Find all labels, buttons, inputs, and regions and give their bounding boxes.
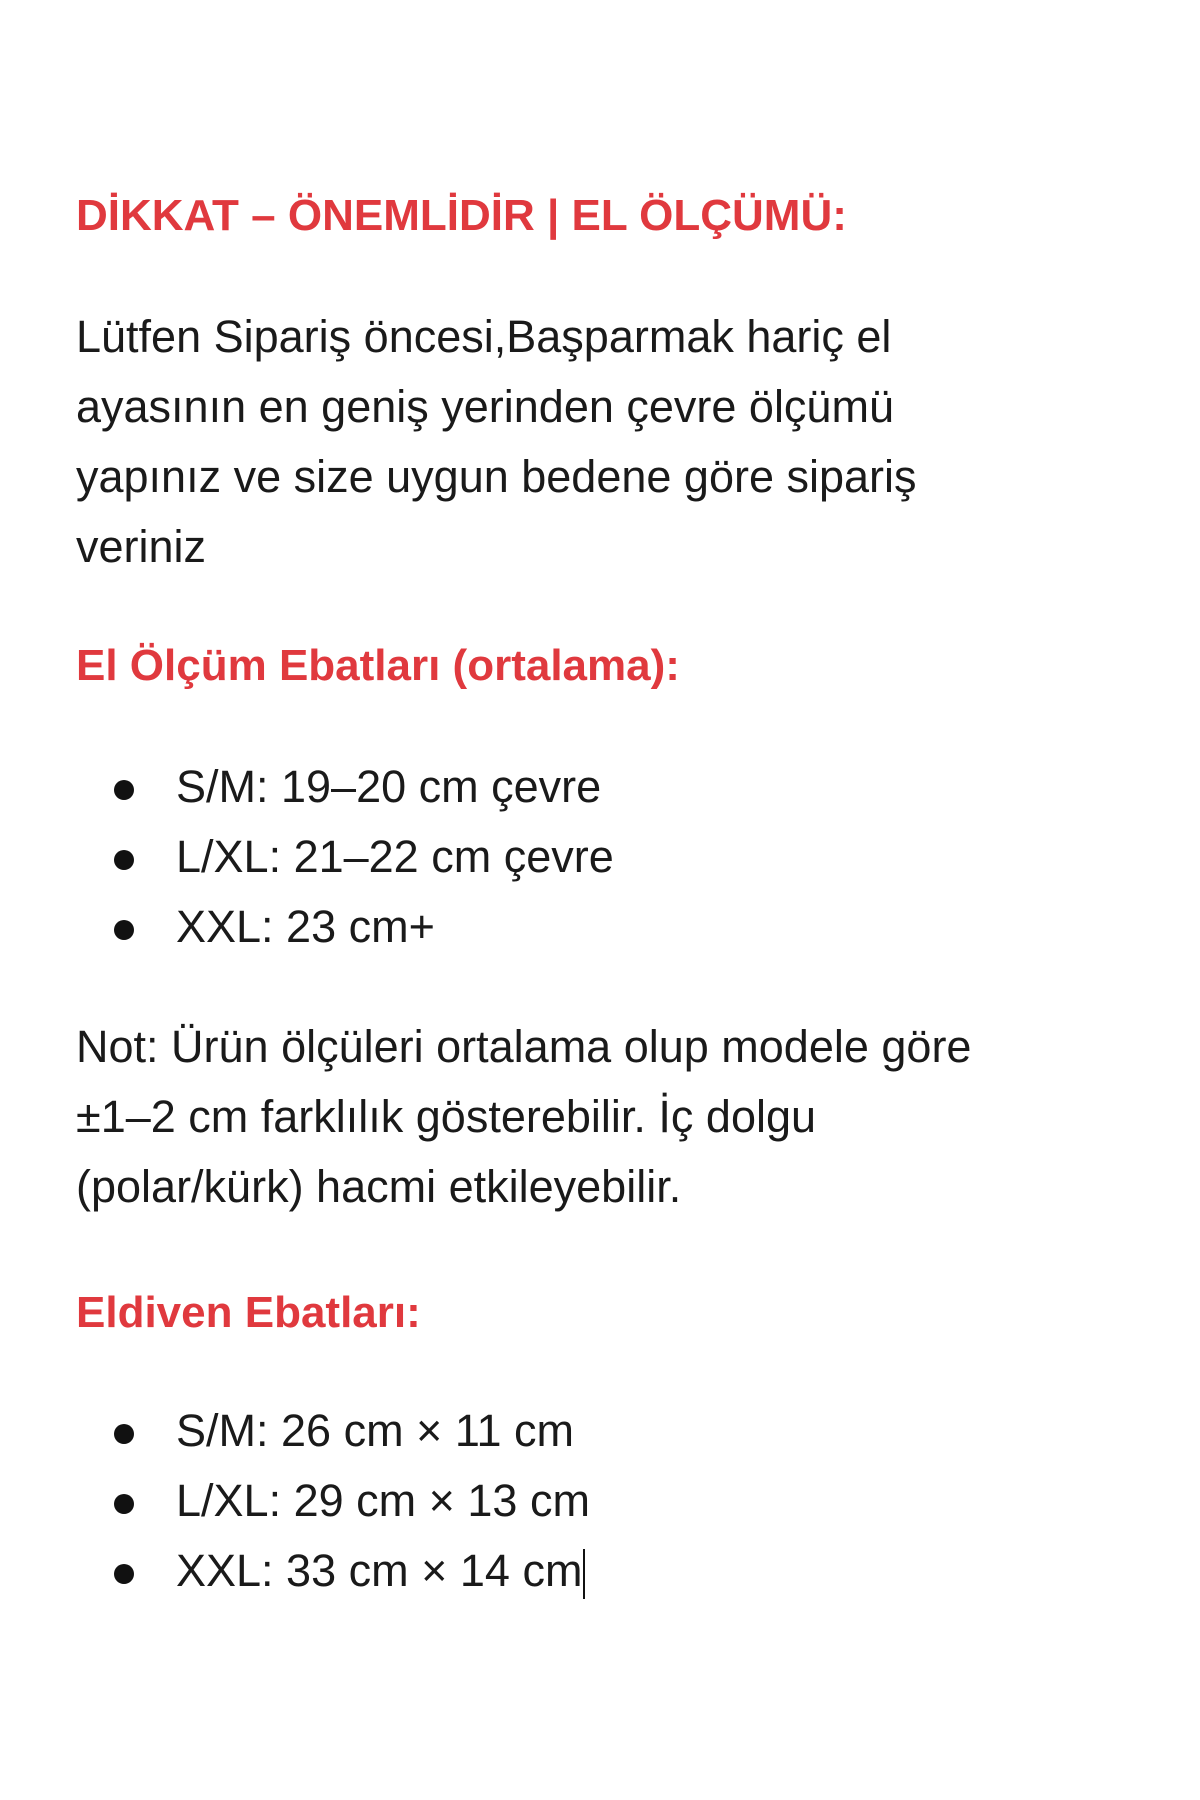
- list-item: [0, 1466, 1200, 1536]
- intro-line: yapınız ve size uygun bedene göre sipariş: [76, 451, 917, 502]
- hand-sizes-heading: El Ölçüm Ebatları (ortalama):: [76, 641, 680, 690]
- glove-size-text: S/M: 26 cm × 11 cm: [176, 1405, 575, 1456]
- glove-sizes-heading: Eldiven Ebatları:: [76, 1288, 421, 1337]
- intro-line: Lütfen Sipariş öncesi,Başparmak hariç el: [76, 311, 892, 362]
- list-item: [0, 892, 1200, 962]
- intro-line: veriniz: [76, 521, 207, 572]
- hand-size-text: XXL: 23 cm+: [176, 901, 435, 952]
- bullet-icon: [114, 850, 134, 870]
- intro-line: ayasının en geniş yerinden çevre ölçümü: [76, 381, 894, 432]
- note-paragraph: [76, 1012, 1076, 1222]
- glove-size-text: L/XL: 29 cm × 13 cm: [176, 1475, 590, 1526]
- text-cursor: [583, 1549, 585, 1599]
- attention-heading: DİKKAT – ÖNEMLİDİR | EL ÖLÇÜMÜ:: [76, 191, 847, 240]
- note-line: Not: Ürün ölçüleri ortalama olup modele göre: [76, 1021, 972, 1072]
- note-line: (polar/kürk) hacmi etkileyebilir.: [76, 1161, 682, 1212]
- list-item: [0, 1396, 1200, 1466]
- list-item: [0, 752, 1200, 822]
- glove-size-text: XXL: 33 cm × 14 cm: [176, 1545, 583, 1596]
- bullet-icon: [114, 1494, 134, 1514]
- list-item: [0, 822, 1200, 892]
- bullet-icon: [114, 1564, 134, 1584]
- list-item: [0, 1536, 1200, 1606]
- bullet-icon: [114, 1424, 134, 1444]
- note-line: ±1–2 cm farklılık gösterebilir. İç dolgu: [76, 1091, 817, 1142]
- bullet-icon: [114, 920, 134, 940]
- glove-sizes-list: [0, 1396, 1200, 1606]
- intro-paragraph: [76, 302, 1076, 582]
- hand-sizes-list: [0, 752, 1200, 962]
- bullet-icon: [114, 780, 134, 800]
- hand-size-text: S/M: 19–20 cm çevre: [176, 761, 602, 812]
- hand-size-text: L/XL: 21–22 cm çevre: [176, 831, 614, 882]
